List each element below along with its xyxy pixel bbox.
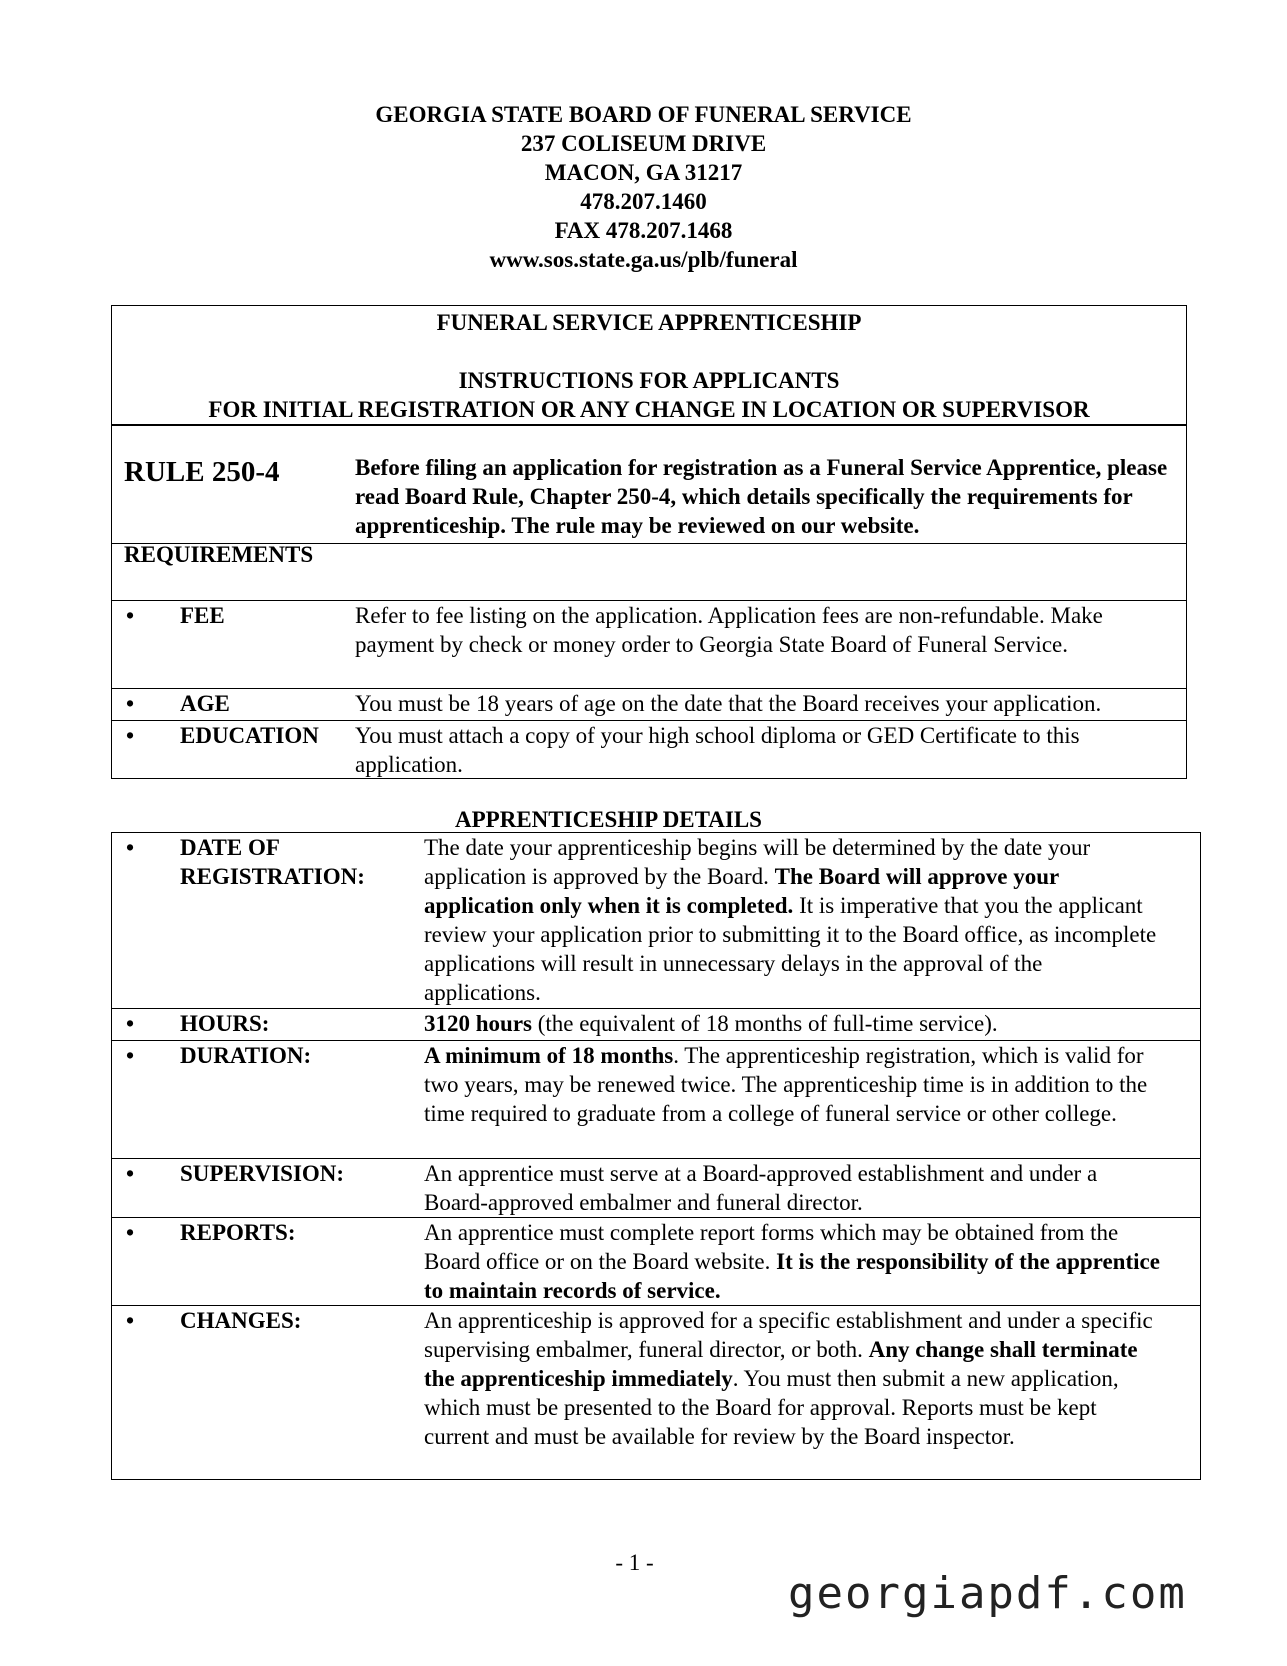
detail-label-line: REGISTRATION: (180, 864, 365, 889)
requirement-label: AGE (180, 691, 230, 716)
watermark: georgiapdf.com (788, 1568, 1187, 1619)
requirements-row (112, 544, 1186, 601)
detail-reports (112, 1218, 1200, 1306)
details-title: APPRENTICESHIP DETAILS (455, 807, 762, 832)
header-street: 237 COLISEUM DRIVE (520, 131, 767, 156)
requirement-fee (112, 601, 1186, 689)
detail-text-bold: Any change shall terminate the apprenticeship immediately (424, 1337, 1138, 1391)
detail-text-bold: It is the responsibility of the apprentice to maintain records of service. (424, 1249, 1160, 1303)
detail-hours (112, 1009, 1200, 1041)
detail-label: REPORTS: (180, 1220, 296, 1245)
detail-text-bold: A minimum of 18 months (424, 1043, 674, 1068)
detail-label: DURATION: (180, 1043, 312, 1068)
detail-label: HOURS: (180, 1011, 270, 1036)
header-website: www.sos.state.ga.us/plb/funeral (489, 247, 798, 272)
bullet: • (126, 1011, 135, 1036)
detail-text-part: It is imperative that you the applicant review your application prior to submitting it to the Board office, as incomplete applications will result in unnecessary delays in the approval of the applications. (424, 893, 1157, 1005)
detail-text-part: (the equivalent of 18 months of full-time service). (532, 1011, 998, 1036)
detail-duration (112, 1041, 1200, 1159)
page-number: - 1 - (615, 1550, 654, 1575)
rule-row (112, 426, 1186, 544)
detail-text-bold: The Board will approve your application only when it is completed. (424, 864, 1059, 918)
bullet: • (126, 1161, 135, 1186)
requirement-label: EDUCATION (180, 723, 319, 748)
requirement-text: You must attach a copy of your high school diploma or GED Certificate to this application. (355, 723, 1080, 777)
instructions-heading (112, 306, 1186, 426)
requirement-text: Refer to fee listing on the application. Application fees are non-refundable. Make payment by check or money order to Georgia State Board of Funeral Service. (355, 603, 1103, 657)
detail-changes (112, 1306, 1200, 1479)
bullet: • (126, 723, 135, 748)
detail-label: SUPERVISION: (180, 1161, 345, 1186)
header-board-name: GEORGIA STATE BOARD OF FUNERAL SERVICE (375, 102, 912, 127)
detail-text-part: . You must then submit a new application, which must be presented to the Board for approval. Reports must be kept current and must be available for review by the Board inspector. (424, 1366, 1119, 1449)
detail-text (424, 1041, 1164, 1128)
detail-text-part: An apprentice must serve at a Board-approved establishment and under a Board-approved embalmer and funeral director. (424, 1161, 1098, 1215)
detail-text-part: . The apprenticeship registration, which is valid for two years, may be renewed twice. The apprenticeship time is in addition to the time required to graduate from a college of funeral service or other college. (424, 1043, 1148, 1126)
detail-text (424, 833, 1164, 1007)
board-header (0, 100, 1287, 274)
detail-label: CHANGES: (180, 1308, 302, 1333)
details-box (111, 832, 1201, 1480)
detail-text (424, 1009, 1164, 1038)
detail-text (424, 1218, 1164, 1305)
detail-text-part: An apprentice must complete report forms which may be obtained from the Board office or on the Board website. (424, 1220, 1119, 1274)
detail-text-bold: 3120 hours (424, 1011, 532, 1036)
bullet: • (126, 603, 135, 628)
requirement-label: FEE (180, 603, 225, 628)
bullet: • (126, 835, 135, 860)
detail-text (424, 1159, 1164, 1217)
instructions-subtitle-2: FOR INITIAL REGISTRATION OR ANY CHANGE IN LOCATION OR SUPERVISOR (208, 397, 1090, 422)
detail-text (424, 1306, 1164, 1451)
requirement-text: You must be 18 years of age on the date that the Board receives your application. (355, 691, 1102, 716)
instructions-box (111, 305, 1187, 779)
bullet: • (126, 691, 135, 716)
bullet: • (126, 1220, 135, 1245)
detail-label (180, 833, 365, 891)
header-city: MACON, GA 31217 (544, 160, 743, 185)
detail-text-part: An apprenticeship is approved for a specific establishment and under a specific supervising embalmer, funeral director, or both. (424, 1308, 1153, 1362)
instructions-title: FUNERAL SERVICE APPRENTICESHIP (436, 310, 862, 335)
requirement-age (112, 689, 1186, 721)
header-phone: 478.207.1460 (580, 189, 707, 214)
requirement-education (112, 721, 1186, 778)
bullet: • (126, 1308, 135, 1333)
bullet: • (126, 1043, 135, 1068)
header-fax: FAX 478.207.1468 (554, 218, 733, 243)
detail-supervision (112, 1159, 1200, 1218)
rule-label: RULE 250-4 (124, 456, 280, 488)
detail-text-part: The date your apprenticeship begins will be determined by the date your application is approved by the Board. (424, 835, 1091, 889)
rule-text: Before filing an application for registration as a Funeral Service Apprentice, please read Board Rule, Chapter 250-4, which details specifically the requirements for apprenticeship. The rule may be reviewed on our website. (355, 455, 1168, 538)
requirements-label: REQUIREMENTS (124, 542, 314, 567)
detail-label-line: DATE OF (180, 835, 280, 860)
instructions-subtitle: INSTRUCTIONS FOR APPLICANTS (458, 368, 840, 393)
detail-date-of-registration (112, 833, 1200, 1009)
